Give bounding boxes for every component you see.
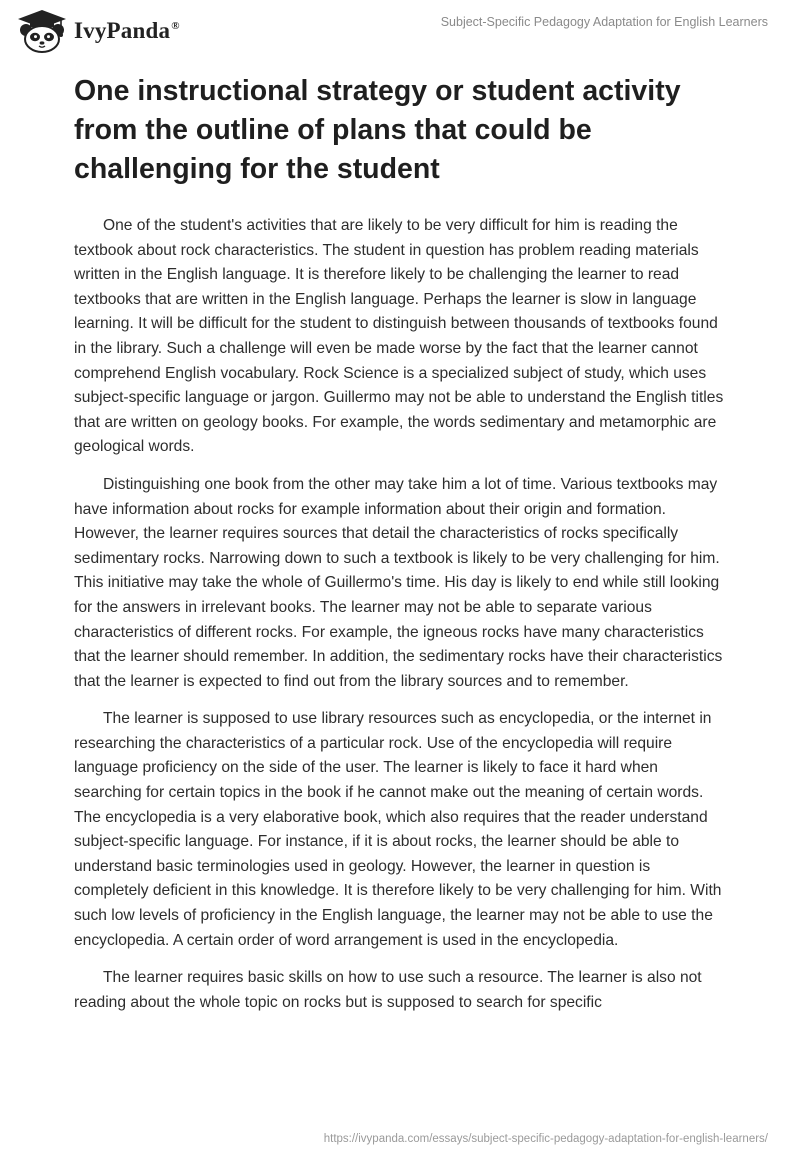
section-heading: One instructional strategy or student activity from the outline of plans that could be challenging for the student bbox=[74, 75, 681, 185]
paragraph: The learner is supposed to use library resources such as encyclopedia, or the internet in researching the characteristics of a particular rock. Use of the encyclopedia will require language proficiency on the side of the user. The learner is likely to face it hard when searching for certain topics in the book if he cannot make out the meaning of certain words. The encyclopedia is a very elaborative book, which also requires that the reader understand subject-specific language. For instance, if it is about rocks, the learner should be able to understand basic terminologies used in geology. However, the learner in question is completely deficient in this knowledge. It is therefore likely to be very challenging for him. With such low levels of proficiency in the English language, the learner may not be able to use the encyclopedia. A certain order of word arrangement is used in the encyclopedia. bbox=[74, 710, 722, 949]
logo-wordmark bbox=[74, 18, 180, 44]
paragraph: The learner requires basic skills on how to use such a resource. The learner is also not reading about the whole topic on rocks but is supposed to search for specific bbox=[74, 969, 702, 1011]
running-title: Subject-Specific Pedagogy Adaptation for English Learners bbox=[440, 15, 768, 29]
paragraph: One of the student's activities that are likely to be very difficult for him is reading the textbook about rock characteristics. The student in question has problem reading materials written in the English language. It is therefore likely to be challenging the learner to read textbooks that are written in the English language. Perhaps the learner is slow in language learning. It will be difficult for the student to distinguish between thousands of textbooks found in the library. Such a challenge will even be made worse by the fact that the learner cannot comprehend English vocabulary. Rock Science is a specialized subject of study, which uses subject-specific language or jargon. Guillermo may not be able to understand the English titles that are written on geology books. For example, the words sedimentary and metamorphic are geological words. bbox=[74, 217, 724, 456]
ivypanda-logo[interactable] bbox=[14, 8, 180, 54]
source-url[interactable]: https://ivypanda.com/essays/subject-specific-pedagogy-adaptation-for-english-learners/ bbox=[323, 1133, 768, 1145]
page-header bbox=[0, 0, 800, 60]
paragraph: Distinguishing one book from the other may take him a lot of time. Various textbooks may have information about rocks for example information about their origin and formation. However, the learner requires sources that detail the characteristics of rocks specifically sedimentary rocks. Narrowing down to such a textbook is likely to be very challenging for him. This initiative may take the whole of Guillermo's time. His day is likely to end while still looking for the answers in irrelevant books. The learner may not be able to separate various characteristics of different rocks. For example, the igneous rocks have many characteristics that the learner should remember. In addition, the sedimentary rocks have their characteristics that the learner is expected to find out from the library sources and to remember. bbox=[74, 475, 723, 690]
registered-mark: ® bbox=[171, 20, 180, 33]
logo-name: IvyPanda bbox=[74, 18, 171, 43]
panda-graduate-icon bbox=[14, 8, 70, 54]
article-body bbox=[74, 214, 726, 1028]
